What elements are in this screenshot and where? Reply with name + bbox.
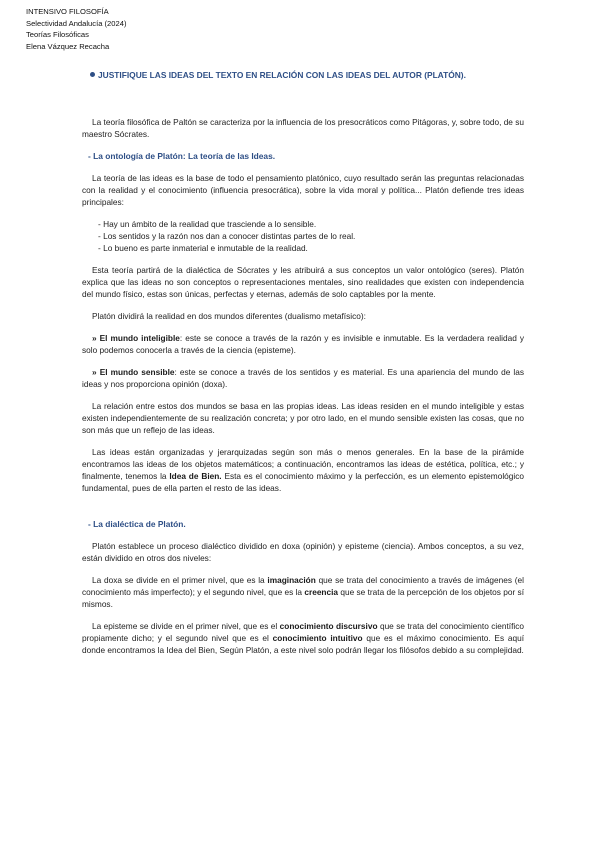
sensible-world-label: El mundo sensible [99,367,175,377]
doxa-text: que se trata del conocimiento a través de imágenes (el conocimiento más imperfecto); y el segundo nivel, que es la [82,575,524,597]
sensible-world-paragraph [82,366,524,390]
header-subject: Teorías Filosóficas [26,30,89,39]
dialectic-paragraph-1: Platón establece un proceso dialéctico dividido en doxa (opinión) y episteme (ciencia). Ambos conceptos, a su vez, están dividido en otros dos niveles: [82,541,524,563]
intelligible-world-paragraph [82,332,524,356]
doxa-text: La doxa se divide en el primer nivel, que es la [92,575,268,585]
episteme-text: que se trata del conocimiento científico propiamente dicho; y el segundo nivel que es el [82,621,524,643]
intelligible-world-label: El mundo inteligible [99,333,180,343]
intuitive-knowledge-label: conocimiento intuitivo [272,633,363,643]
intelligible-world-text: : este se conoce a través de la razón y es invisible e inmutable. Es la verdadera realidad y solo podemos conocerla a través de la ciencia (episteme). [82,333,524,355]
episteme-paragraph [82,620,524,656]
section-spacer [82,504,524,518]
episteme-text: que es el máximo conocimiento. Es aquí donde encontramos la Idea del Bien, Según Platón, a este nivel solo podrán llegar los filósofos debido a su complejidad. [82,633,525,655]
doxa-text: que se trata de la percepción de los objetos por sí mismos. [82,587,524,609]
section-heading-ontology: - La ontología de Platón: La teoría de las Ideas. [88,151,276,161]
doxa-paragraph [82,574,524,610]
header-exam: Selectividad Andalucía (2024) [26,18,127,28]
document-body [82,116,524,666]
intro-paragraph: La teoría filosófica de Paltón se caracteriza por la influencia de los presocráticos como Pitágoras, y, sobre todo, de su maestro Sócrates. [82,117,524,139]
ideas-hierarchy-text-end: Esta es el conocimiento máximo y la perfección, es un elemento epistemológico fundamental, pues de ella parten el resto de las ideas. [82,471,525,493]
ontology-paragraph-3: Platón dividirá la realidad en dos mundos diferentes (dualismo metafísico): [92,311,366,321]
ideas-list [98,218,524,254]
ideas-hierarchy-text: Las ideas están organizadas y jerarquizadas según son más o menos generales. En la base de la pirámide encontramos las ideas de los objetos matemáticos; a continuación, encontramos las ideas de estética, política, etc.; y finalmente, tenemos la [82,447,524,481]
ontology-paragraph-4: La relación entre estos dos mundos se basa en las propias ideas. Las ideas residen en el mundo inteligible y estas existen independientemente de su realización concreta; y por otro lado, en el mundo sensible existen las cosas, que no son más que un reflejo de las ideas. [82,401,524,435]
header-course: INTENSIVO FILOSOFÍA [26,7,109,16]
header-author: Elena Vázquez Recacha [26,41,110,51]
ontology-paragraph-2: Esta teoría partirá de la dialéctica de Sócrates y les atribuirá a sus conceptos un valor ontológico (seres). Platón explica que las ideas no son conceptos o representaciones mentales, sino realidades que existen con independencia del mundo físico, estas son únicas, perfectas y eternas, además de solo captables por la mente. [82,265,524,299]
section-heading-dialectic: - La dialéctica de Platón. [88,519,186,529]
belief-label: creencia [304,587,339,597]
document-header [26,6,126,52]
list-item: - Hay un ámbito de la realidad que trasciende a lo sensible. [98,218,524,230]
imagination-label: imaginación [267,575,316,585]
ontology-paragraph-1: La teoría de las ideas es la base de todo el pensamiento platónico, cuyo resultado serán las preguntas relacionadas con la realidad y el conocimiento (influencia presocrática), sobre la vida moral y política... Platón defiende tres ideas principales: [82,173,524,207]
sensible-world-text: : este se conoce a través de los sentidos y es material. Es una apariencia del mundo de las ideas y nos proporciona opinión (doxa). [82,367,524,389]
list-item: - Lo bueno es parte inmaterial e inmutable de la realidad. [98,242,524,254]
bullet-icon [90,72,95,77]
page-title [90,70,560,80]
idea-of-good-label: Idea de Bien. [169,471,222,481]
episteme-text: La episteme se divide en el primer nivel, que es el [92,621,280,631]
page-title-text: JUSTIFIQUE LAS IDEAS DEL TEXTO EN RELACIÓN CON LAS IDEAS DEL AUTOR (PLATÓN). [98,70,466,80]
discursive-knowledge-label: conocimiento discursivo [279,621,378,631]
ontology-paragraph-5 [82,446,524,494]
list-item: - Los sentidos y la razón nos dan a conocer distintas partes de lo real. [98,230,524,242]
